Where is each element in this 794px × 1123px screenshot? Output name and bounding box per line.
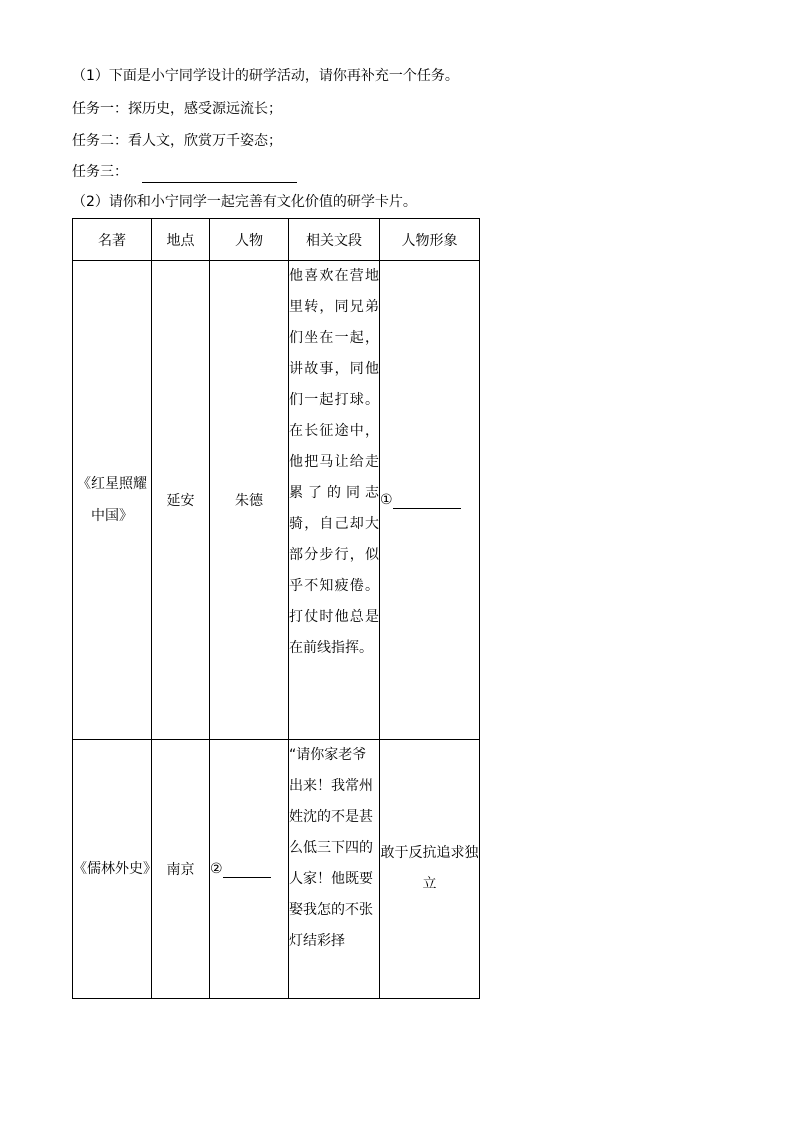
header-place: 地点 [152, 219, 210, 261]
header-passage: 相关文段 [289, 219, 380, 261]
table-header-row [73, 219, 480, 261]
book-cell: 《儒林外史》 [73, 740, 152, 999]
character-image-cell: 敢于反抗追求独立 [380, 740, 480, 999]
task-1: 任务一：探历史，感受源远流长； [72, 101, 282, 117]
header-person: 人物 [210, 219, 289, 261]
answer-blank-1[interactable] [393, 492, 461, 509]
person-cell: 朱德 [210, 261, 289, 740]
table-row [73, 740, 480, 999]
header-character-image: 人物形象 [380, 219, 480, 261]
task-3-label: 任务三： [72, 164, 128, 180]
header-book: 名著 [73, 219, 152, 261]
book-cell: 《红星照耀中国》 [73, 261, 152, 740]
task-2: 任务二：看人文，欣赏万千姿态； [72, 133, 282, 149]
place-cell: 延安 [152, 261, 210, 740]
passage-cell: 他喜欢在营地里转，同兄弟们坐在一起，讲故事，同他们一起打球。在长征途中，他把马让给走累了的同志骑，自己却大部分步行，似乎不知疲倦。打仗时他总是在前线指挥。 [289, 261, 380, 740]
passage-cell: “请你家老爷出来！我常州姓沈的不是甚么低三下四的人家！他既要娶我怎的不张灯结彩择 [289, 740, 380, 999]
answer-blank-2[interactable] [223, 861, 271, 878]
answer-marker: ① [380, 491, 393, 508]
table-row [73, 261, 480, 740]
question-2: （2）请你和小宁同学一起完善有文化价值的研学卡片。 [72, 194, 417, 210]
character-image-cell [380, 261, 480, 740]
task-3-answer-blank[interactable] [142, 162, 297, 183]
question-1: （1）下面是小宁同学设计的研学活动，请你再补充一个任务。 [72, 68, 459, 84]
study-card-table [72, 218, 480, 999]
task-3 [72, 162, 297, 183]
answer-marker: ② [210, 860, 223, 877]
place-cell: 南京 [152, 740, 210, 999]
person-cell [210, 740, 289, 999]
